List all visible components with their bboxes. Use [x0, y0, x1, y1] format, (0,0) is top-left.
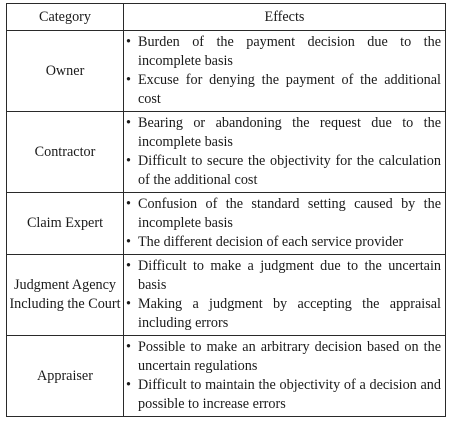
effect-item [126, 152, 441, 190]
effect-text: Bearing or abandoning the request due to the incomplete basis [138, 115, 441, 150]
bullet-icon: • [126, 296, 131, 312]
effect-text: Confusion of the standard setting caused by the incomplete basis [138, 196, 441, 231]
effect-item [126, 257, 441, 295]
effect-item [126, 195, 441, 233]
effect-item [126, 295, 441, 333]
bullet-icon: • [126, 377, 131, 393]
effect-item [126, 114, 441, 152]
bullet-icon: • [126, 153, 131, 169]
effects-header: Effects [124, 4, 446, 31]
category-cell: Owner [7, 31, 124, 112]
table-row [7, 336, 446, 417]
table-row [7, 112, 446, 193]
bullet-icon: • [126, 115, 131, 131]
table-row [7, 255, 446, 336]
effect-text: Burden of the payment decision due to the incomplete basis [138, 34, 441, 69]
effect-item [126, 33, 441, 71]
bullet-icon: • [126, 34, 131, 50]
effect-item [126, 71, 441, 109]
effects-cell [124, 112, 446, 193]
table-body [7, 31, 446, 417]
effects-cell [124, 31, 446, 112]
bullet-icon: • [126, 258, 131, 274]
header-row [7, 4, 446, 31]
effect-text: Making a judgment by accepting the appraisal including errors [138, 296, 441, 331]
effects-cell [124, 336, 446, 417]
effect-text: Possible to make an arbitrary decision based on the uncertain regulations [138, 339, 441, 374]
effect-text: Difficult to secure the objectivity for the calculation of the additional cost [138, 153, 441, 188]
effect-item [126, 338, 441, 376]
effect-item [126, 376, 441, 414]
effects-cell [124, 255, 446, 336]
category-cell: Contractor [7, 112, 124, 193]
effect-text: Excuse for denying the payment of the additional cost [138, 72, 441, 107]
effect-text: The different decision of each service provider [138, 234, 404, 250]
effect-text: Difficult to make a judgment due to the uncertain basis [138, 258, 441, 293]
effects-table [6, 3, 446, 417]
table-header [7, 4, 446, 31]
effect-item [126, 233, 441, 252]
effects-cell [124, 193, 446, 255]
bullet-icon: • [126, 196, 131, 212]
table-row [7, 31, 446, 112]
bullet-icon: • [126, 72, 131, 88]
bullet-icon: • [126, 234, 131, 250]
category-cell: Appraiser [7, 336, 124, 417]
category-header: Category [7, 4, 124, 31]
effect-text: Difficult to maintain the objectivity of a decision and possible to increase errors [138, 377, 441, 412]
category-cell: Claim Expert [7, 193, 124, 255]
table-row [7, 193, 446, 255]
category-cell: Judgment Agency Including the Court [7, 255, 124, 336]
bullet-icon: • [126, 339, 131, 355]
